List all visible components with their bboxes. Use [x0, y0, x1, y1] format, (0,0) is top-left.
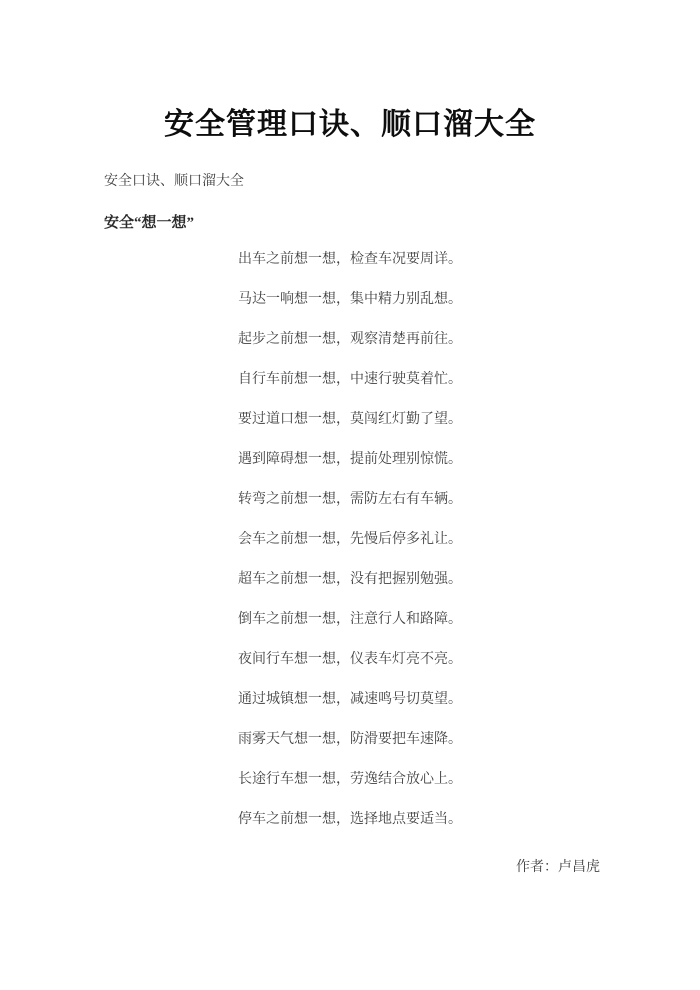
poem-line: 转弯之前想一想，需防左右有车辆。 — [238, 492, 462, 507]
poem-line: 长途行车想一想，劳逸结合放心上。 — [238, 772, 462, 787]
poem-line: 通过城镇想一想，减速鸣号切莫望。 — [238, 692, 462, 707]
poem-line: 起步之前想一想，观察清楚再前往。 — [238, 332, 462, 347]
document-title: 安全管理口诀、顺口溜大全 — [164, 108, 536, 141]
poem-line: 雨雾天气想一想，防滑要把车速降。 — [238, 732, 462, 747]
poem-line: 会车之前想一想，先慢后停多礼让。 — [238, 532, 462, 547]
poem-line: 倒车之前想一想，注意行人和路障。 — [238, 612, 462, 627]
section-heading: 安全“想一想” — [104, 215, 195, 231]
poem-line: 出车之前想一想，检查车况要周详。 — [238, 252, 462, 267]
document-subtitle: 安全口诀、顺口溜大全 — [104, 174, 244, 189]
poem-section — [100, 240, 600, 840]
poem-line: 超车之前想一想，没有把握别勉强。 — [238, 572, 462, 587]
poem-line: 自行车前想一想，中速行驶莫着忙。 — [238, 372, 462, 387]
poem-line: 要过道口想一想，莫闯红灯勤了望。 — [238, 412, 462, 427]
poem-line: 停车之前想一想，选择地点要适当。 — [238, 812, 462, 827]
poem-line: 马达一响想一想，集中精力别乱想。 — [238, 292, 462, 307]
poem-line: 遇到障碍想一想，提前处理别惊慌。 — [238, 452, 462, 467]
poem-line: 夜间行车想一想，仪表车灯亮不亮。 — [238, 652, 462, 667]
author-line: 作者：卢昌虎 — [516, 860, 600, 875]
